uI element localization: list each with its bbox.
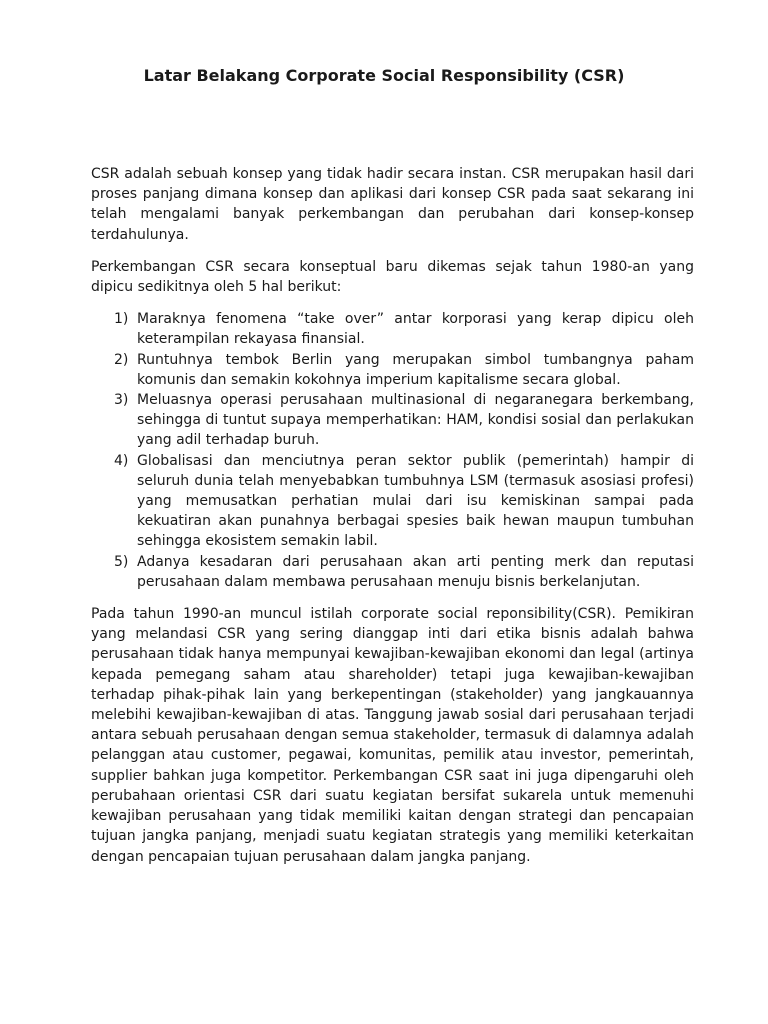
document-body <box>91 164 694 879</box>
list-item-number: 4) <box>114 452 129 469</box>
list-item-number: 1) <box>114 311 129 328</box>
list-item-text: Runtuhnya tembok Berlin yang merupakan simbol tumbangnya paham komunis dan semakin kokohnya imperium kapitalisme secara global. <box>137 351 694 388</box>
list-item <box>91 390 694 451</box>
list-item-text: Adanya kesadaran dari perusahaan akan arti penting merk dan reputasi perusahaan dalam membawa perusahaan menuju bisnis berkelanjutan. <box>137 553 694 590</box>
document-title: Latar Belakang Corporate Social Responsibility (CSR) <box>143 66 625 85</box>
list-item <box>91 552 694 592</box>
list-item-text: Maraknya fenomena “take over” antar korporasi yang kerap dipicu oleh keterampilan rekayasa finansial. <box>137 311 694 348</box>
paragraph-intro: CSR adalah sebuah konsep yang tidak hadir secara instan. CSR merupakan hasil dari proses panjang dimana konsep dan aplikasi dari konsep CSR pada saat sekarang ini telah mengalami banyak perkembangan dan perubahan dari konsep-konsep terdahulunya. <box>91 166 694 243</box>
paragraph-history: Pada tahun 1990-an muncul istilah corporate social reponsibility(CSR). Pemikiran yang melandasi CSR yang sering dianggap inti dari etika bisnis adalah bahwa perusahaan tidak hanya mempunyai kewajiban-kewajiban ekonomi dan legal (artinya kepada pemegang saham atau shareholder) tetapi juga kewajiban-kewajiban terhadap pihak-pihak lain yang berkepentingan (stakeholder) yang jangkauannya melebihi kewajiban-kewajiban di atas. Tanggung jawab sosial dari perusahaan terjadi antara sebuah perusahaan dengan semua stakeholder, termasuk di dalamnya adalah pelanggan atau customer, pegawai, komunitas, pemilik atau investor, pemerintah, supplier bahkan juga kompetitor. Perkembangan CSR saat ini juga dipengaruhi oleh perubahaan orientasi CSR dari suatu kegiatan bersifat sukarela untuk memenuhi kewajiban perusahaan yang tidak memiliki kaitan dengan strategi dan pencapaian tujuan jangka panjang, menjadi suatu kegiatan strategis yang memiliki keterkaitan dengan pencapaian tujuan perusahaan dalam jangka panjang. <box>91 606 694 865</box>
paragraph-development: Perkembangan CSR secara konseptual baru dikemas sejak tahun 1980-an yang dipicu sedikitnya oleh 5 hal berikut: <box>91 258 694 296</box>
list-item-number: 2) <box>114 351 129 368</box>
list-item-text: Meluasnya operasi perusahaan multinasional di negaranegara berkembang, sehingga di tuntut supaya memperhatikan: HAM, kondisi sosial dan perlakukan yang adil terhadap buruh. <box>137 392 694 449</box>
list-item-number: 5) <box>114 553 129 570</box>
numbered-list <box>91 309 694 592</box>
list-item-number: 3) <box>114 392 129 409</box>
list-item <box>91 309 694 349</box>
list-item-text: Globalisasi dan menciutnya peran sektor publik (pemerintah) hampir di seluruh dunia telah menyebabkan tumbuhnya LSM (termasuk asosiasi profesi) yang memusatkan perhatian mulai dari isu kemiskinan sampai pada kekuatiran akan punahnya berbagai spesies baik hewan maupun tumbuhan sehingga ekosistem semakin labil. <box>137 452 694 550</box>
list-item <box>91 350 694 390</box>
list-item <box>91 451 694 552</box>
